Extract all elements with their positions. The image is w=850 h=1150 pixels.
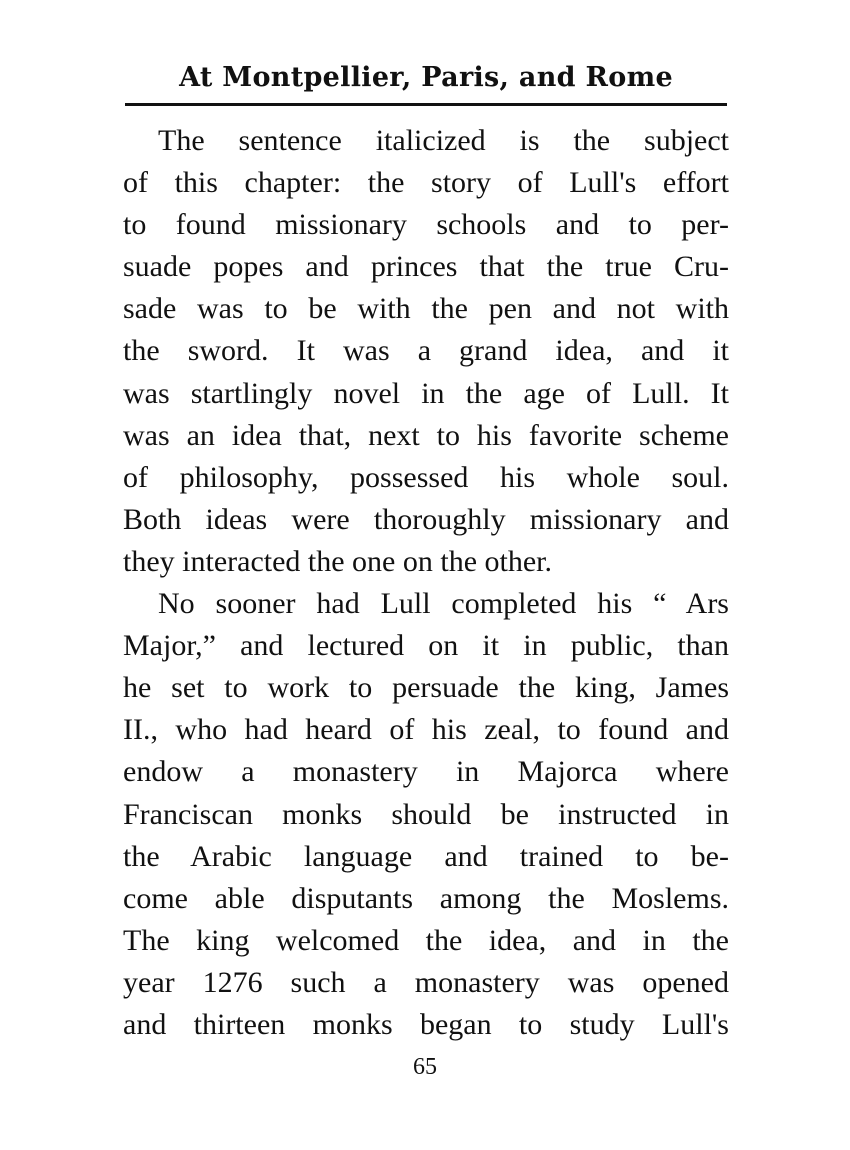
page-number: 65: [413, 1054, 437, 1080]
paragraph-1: [123, 120, 729, 583]
text-line: was an idea that, next to his favorite scheme: [123, 418, 729, 452]
text-line: Major,” and lectured on it in public, than: [123, 629, 729, 663]
header-rule: [125, 103, 727, 106]
text-line: Franciscan monks should be instructed in: [123, 797, 729, 831]
text-line: they interacted the one on the other.: [123, 544, 553, 578]
text-line: come able disputants among the Moslems.: [123, 881, 729, 915]
paragraph-2: [123, 583, 729, 1046]
text-line: The sentence italicized is the subject: [158, 124, 729, 157]
running-head: At Montpellier, Paris, and Rome: [179, 62, 673, 93]
text-line: to found missionary schools and to per-: [123, 208, 729, 242]
text-line: the sword. It was a grand idea, and it: [123, 334, 729, 368]
text-line: he set to work to persuade the king, James: [123, 671, 729, 705]
text-line: No sooner had Lull completed his “ Ars: [158, 587, 729, 621]
text-line: the Arabic language and trained to be-: [123, 839, 729, 873]
text-line: was startlingly novel in the age of Lull. It: [123, 376, 729, 410]
text-line: year 1276 such a monastery was opened: [123, 965, 729, 999]
text-line: suade popes and princes that the true Cru-: [123, 250, 729, 284]
text-line: Both ideas were thoroughly missionary and: [123, 502, 729, 536]
body-text: [123, 120, 729, 1046]
text-line: of philosophy, possessed his whole soul.: [123, 460, 729, 494]
text-line: The king welcomed the idea, and in the: [123, 923, 729, 957]
text-line: endow a monastery in Majorca where: [123, 755, 729, 789]
text-line: sade was to be with the pen and not with: [123, 292, 729, 326]
text-line: of this chapter: the story of Lull's effort: [123, 166, 729, 200]
text-line: and thirteen monks began to study Lull's: [123, 1007, 729, 1041]
text-line: II., who had heard of his zeal, to found and: [123, 713, 729, 747]
